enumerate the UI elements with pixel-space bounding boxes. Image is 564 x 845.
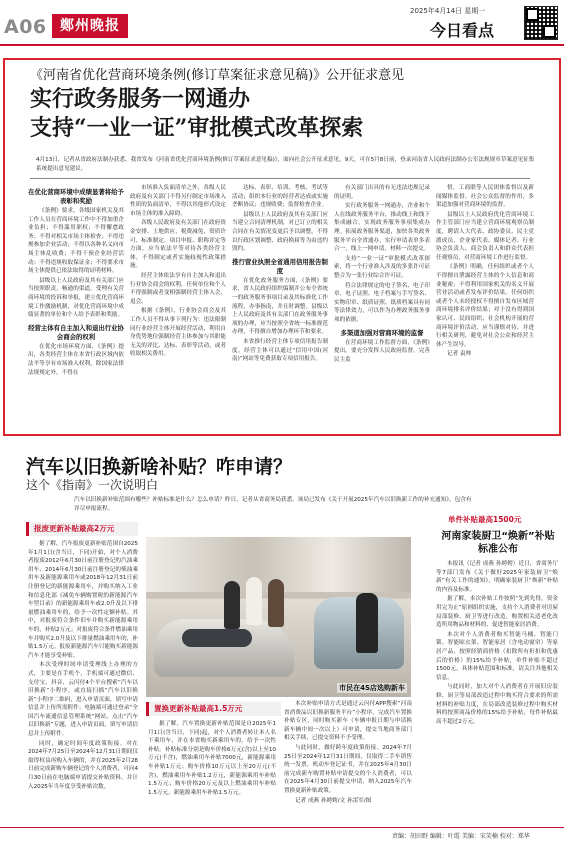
column-subheading: 多渠道加强对营商环境的监督 — [340, 328, 424, 337]
section-bar-trade-in-subsidy: 置换更新补贴最高1.5万元 — [146, 702, 281, 716]
newspaper-logo: 鄭州晚报 — [52, 14, 128, 38]
top-article-column-2 — [130, 184, 226, 432]
column-paragraph: 市场准入负面清单之外，各级人民政府及有关部门不得另行制定市场准入性质的负面清单，不得以其他形式设定市场主体的准入障碍。 — [130, 185, 226, 217]
footer-divider — [0, 827, 564, 828]
column-paragraph: 支持“一业一证”审批模式改革探索，将一个行业准入涉及的多张许可证整合为一张行业综合许可证。 — [334, 255, 430, 279]
second-article-column-4 — [436, 560, 558, 824]
column-subheading: 经营主体有自主加入和退出行业协会商会的权利 — [28, 323, 124, 341]
column-paragraph: 本次对个人消费者购买智能马桶、智能门锁、智能晾衣架、智能家居（含电动窗帘）等家居产品，按照经销商价格（扣除所有折扣和优惠后的价格）的15%给予补贴，单件补贴不超过1500元。具体补贴范围和标准，请关注其他相关信息。 — [436, 631, 558, 681]
second-article-column-2 — [148, 720, 276, 824]
column-paragraph: 据了解，汽车报废更新补贴范围自2025年1月1日(含当日，下同)开始，对个人消费者报废2012年6月30日前注册登记的汽油乘用车、2014年6月30日前注册登记的柴油乘用车及新能源乘用车或2018年12月31日前注册登记的新能源乘用车，并购买纳入工业和信息化部《减免车辆购置税的新能源汽车车型目录》的新能源乘用车或2.0升及以下排量燃油乘用车的，给予一次性定额补贴。其中，对报废符合条件旧车并购买新能源乘用车的，补贴2万元；对报废符合条件燃油乘用车并购买2.0升及以下排量燃油乘用车的，补贴1.5万元。报废新能源汽车只能购买新能源汽车才能享受补贴。 — [28, 541, 138, 659]
section-bar-scrap-subsidy: 报废更新补贴最高2万元 — [26, 522, 138, 536]
column-paragraph: 与此同时，做好跨年度政策衔接。2024年7月25日至2024年12月31日期间，仅取得二手车销售统一发票，机动车登记证书，并在2025年4月30日前完成新车购置补贴申请提交的个人消费者，可以在2025年4月30日前提交申请，纳入2025年汽车置换更新补贴政策。 — [284, 744, 412, 794]
column-paragraph: 各级人民政府及有关部门在政府资金安排、土地供应、税费减免、资质许可、标准制定、项目申报、职称评定等方面，应当依法平等对待各类经营主体，不得制定或者实施歧视性政策措施。 — [130, 220, 226, 270]
top-article-column-5 — [436, 184, 534, 432]
second-article-column-1 — [28, 540, 138, 824]
column-paragraph: 在优化市场环境方面，《条例》提出，各类经营主体在本省行政区域内依法平等享有市场准入权利，除国家法律法规规定外，不得在 — [28, 343, 124, 376]
customer-figure — [268, 579, 284, 627]
column-paragraph: 本次受理时间申请受理线上办理的方式，主要是在手机个，手机端可通过微信、支付宝、抖音、云闪付4个平台搜索“汽车以旧换新”小程序，或直接扫描“汽车以旧换新”小程序二维码，进入申请页面，填写申请信息并上传所需附件；电脑端可通过登录“全国汽车流通信息管理系统”网站，点击“汽车以旧换新”专题，进入申请页面，填写申请信息并上传附件。 — [28, 662, 138, 738]
top-article-lead: 4月13日，记者从省政府法制办获悉，我省发布《河南省优化营商环境条例(修订草案征求意见稿)》，面向社会公开征求意见，9天，可在5月8日前，登录河南省人民政府法制办公室法规规章草案意见征集系统提出意见建议。 — [36, 157, 535, 172]
column-subheading: 在优化营商环境中成绩显著将给予表彰和奖励 — [28, 188, 124, 205]
top-article-column-4 — [334, 184, 430, 432]
column-paragraph: 经营主体依法享有自主加入和退出行业协会商会的权利，任何单位和个人不得强制或者变相强制经营主体入会、退会。 — [130, 272, 226, 305]
column-paragraph: 本次补贴申请方式是通过云闪付APP搜索“河南省消费品以旧换新服务平台”小程序，完成汽车置换补贴专区，同时购买新车（车辆申报日期与申请换新车辆中间一次以上）可申请，提交当地商务部门相关手续，已提交资料不予受理。 — [284, 701, 412, 742]
column-paragraph: 有关部门出具的有无违法违规记录的证明。 — [334, 185, 430, 200]
column-paragraph: 据了解，本次补贴工作按照“先到先得，资金用完为止”原则组织实施，支持个人消费者对房屋局部装修、厨卫等进行改造，购置相关适老化改造所用物品和材料的，促进智能家居消费。 — [436, 596, 558, 629]
column-paragraph: 本报讯（记者 成燕 孙娉娉）近日，省商务厅等7部门发布《关于做好2025年家装厨卫“焕新”有关工作的通知》，明确家装厨卫“焕新”补贴的内容及标准。 — [436, 561, 558, 593]
headline-line-1: 实行政务服务一网通办 — [30, 86, 251, 112]
column-paragraph: 同时，确定时间年度政策衔接。对在2024年7月25日至2024年12月31日期间仅取得权益再购入车辆的，并在2025年2月28日前完成新购车辆登记的个人消费者，可向4月30日前在电脑端申请提交补贴资料，并计入2025年当年度享受补贴次数。 — [28, 740, 138, 790]
second-article-column-3 — [284, 700, 412, 824]
lead-divider — [30, 178, 530, 179]
top-article-kicker: 《河南省优化营商环境条例(修订草案征求意见稿)》公开征求意见 — [30, 68, 405, 83]
top-article-column-3 — [232, 184, 328, 432]
second-article-lead: 汽车以旧换新补贴范围有哪些？补贴标准是什么？怎么申请？昨日，记者从省商务局获悉，该局已发布《关于开展2025年汽车以旧换新工作的补充通知》，包含有详尽申报流程。 — [74, 497, 472, 512]
column-paragraph: 记者 成燕 孙娉娉/文 孙雷军/图 — [295, 797, 372, 804]
second-article-subtitle: 这个《指南》一次说明白 — [26, 478, 159, 492]
section-title: 今日看点 — [430, 21, 495, 40]
section-bar-home-subsidy: 单件补贴最高1500元 — [434, 513, 560, 527]
column-paragraph: 县级以上人民政府及其有关部门应当按照职责，畅通的渠道，受理有关营商环境的投诉和举报，建立优化营商环境工作激励机制，对优化营商环境中成绩显著的单位和个人给予表彰和奖励。 — [28, 277, 124, 319]
home-renovation-headline: 河南家装厨卫“焕新”补贴标准公布 — [441, 531, 555, 555]
column-paragraph: 记者 袁帅 — [447, 351, 472, 358]
customer-figure — [246, 577, 262, 625]
masthead — [0, 0, 564, 44]
column-paragraph: 根据《条例》，行业协会商会及其工作人员不得从事下列行为：违法限制同行业经营主体开展经营活动，利用自身优势地位强制经营主体参加与其职能无关的评比、达标、表彰等活动，或者收取相关费用。 — [130, 308, 226, 358]
page-number: A06 — [4, 16, 47, 38]
customer-figure — [356, 593, 378, 653]
column-paragraph: 县级以上人民政府及其有关部门应当建立合同清理机制，对已订立的相关合同在有关情况变更后予以调整，不得以行政区划调整、政府换届等为由违约毁约。 — [232, 211, 328, 253]
headline-line-2: 支持“一业一证”审批模式改革探索 — [30, 115, 364, 141]
column-subheading: 推行营业执照全省通用信用报告制度 — [232, 257, 328, 275]
column-paragraph: 达标、表彰、培训、考核、考试等活动；组织本行业的经营者达成或实施垄断协议；违规收费；监督检查企业。 — [232, 185, 328, 209]
column-paragraph: 本省推行经营主体专项信用报告制度。经营主体可以通过“信用中国(河南)”网站等免费获取专项信用报告。 — [232, 338, 328, 363]
top-article-column-1 — [28, 184, 124, 432]
column-paragraph: 与此同时，加大对个人消费者在开展旧房装修、厨卫等局部改造过程中购买符合要求的所需材料的补贴力度，在局部改造装修过程中购买材料的按照商品价格的15%给予补贴，每件补贴最高不超过2万元。 — [436, 684, 558, 725]
column-paragraph: 据了解，汽车置换更新补贴范围是自2025年1月1日(含当日，下同)起，对个人消费者转让本人名下乘用车，并在本省购买新乘用车的，给予一次性补贴。补贴标准分别是购车价格6万元(含)以上至10万元(不含)，燃油乘用车补贴7000元，新能源乘用车补贴1万元；购车价格10万元以上至20万元(不含)，燃油乘用车补贴1.2万元，新能源乘用车补贴1.5万元；购车价格20万元及以上燃油乘用车补贴1.5万元。新能源乘用车补贴1.5万元。 — [148, 721, 276, 796]
masthead-divider — [0, 44, 564, 46]
editor-credits: 责编：胡田野 编辑：叶霞 美编：宋笑楠 校对：郑华 — [392, 833, 530, 840]
column-paragraph: 督，工商联等人民团体监督以及新闻媒体监督、社会公众监督的作用，多渠道加强对营商环境的监督。 — [436, 185, 534, 209]
column-paragraph: 在优化政务服务方面，《条例》要求，省人民政府组织编制并公布全省统一的政务服务事项目录及其标准化工作流程，办事指南，并且时调整。县级以上人民政府及其有关部门在政务服务事项的办理，应当按照全省统一标准规范办理，不得擅自增加办理环节和要求。 — [232, 277, 328, 336]
column-paragraph: 在营商环境工作监督方面，《条例》提出，要充分发挥人民政府监督，完善民主监 — [334, 339, 430, 363]
issue-date: 2025年4月14日 星期一 — [410, 7, 486, 15]
top-article-headline — [30, 85, 363, 143]
column-paragraph: 《条例》明确，任何组织或者个人不得擅自泄露经营主体的个人信息和商业秘密；不得利用国家机关的名义开展营业活动或者发布评价结果。任何组织或者个人未经授权不得擅自发布区域营商环境排名评价结果；对于没有得到国家认可、民间组织、社会机构开展的营商环境评价活动，应当谨慎对待，并进行相关研判，避免对社会公众和经营主体产生误导。 — [436, 264, 534, 348]
column-paragraph: 符合法律规定的电子签名、电子印章、电子证照、电子档案与手写签名、实物印章、纸质证照、纸质档案具有同等法律效力，可以作为办理政务服务事项的依据。 — [334, 282, 430, 323]
column-paragraph: 《条例》要求，各级国家机关及其工作人员在营商环境工作中不得加重企业负担；不得滥用职权；不得懈怠政务；不得对相关市场主体检查；不得违规参加企业活动；不得以各种名义向市场主体乱收费；不得干预企业经营活动；不得违规收取保证金；不得要求市场主体提供已依法取得的证明材料。 — [28, 208, 124, 275]
column-paragraph: 县级以上人民政府优化营商环境工作主管部门应当建立营商环境观察员制度，聘请人大代表、政协委员、民主党派成员、企业家代表、媒体记者、行业协会负责人、商会负责人和群众代表担任观察员，对营商环境工作进行监督。 — [436, 211, 534, 261]
second-article-headline: 汽车以旧换新啥补贴？咋申请？ — [26, 456, 293, 478]
salesperson-figure — [224, 581, 240, 629]
photo-caption: 市民在4S店选购新车 — [339, 684, 405, 692]
car-showroom-photo — [146, 537, 411, 697]
column-paragraph: 实行政务服务一网通办，企业和个人在线政务服务平台，推动线上和线下集成融合，实现政务服务事项集成办理。拓展政务服务渠道，加快各类政务服务平台全省通办，实行申请表单多表合一，线上一网申请，材料一次提交。 — [334, 203, 430, 253]
qr-code-icon — [524, 6, 558, 40]
